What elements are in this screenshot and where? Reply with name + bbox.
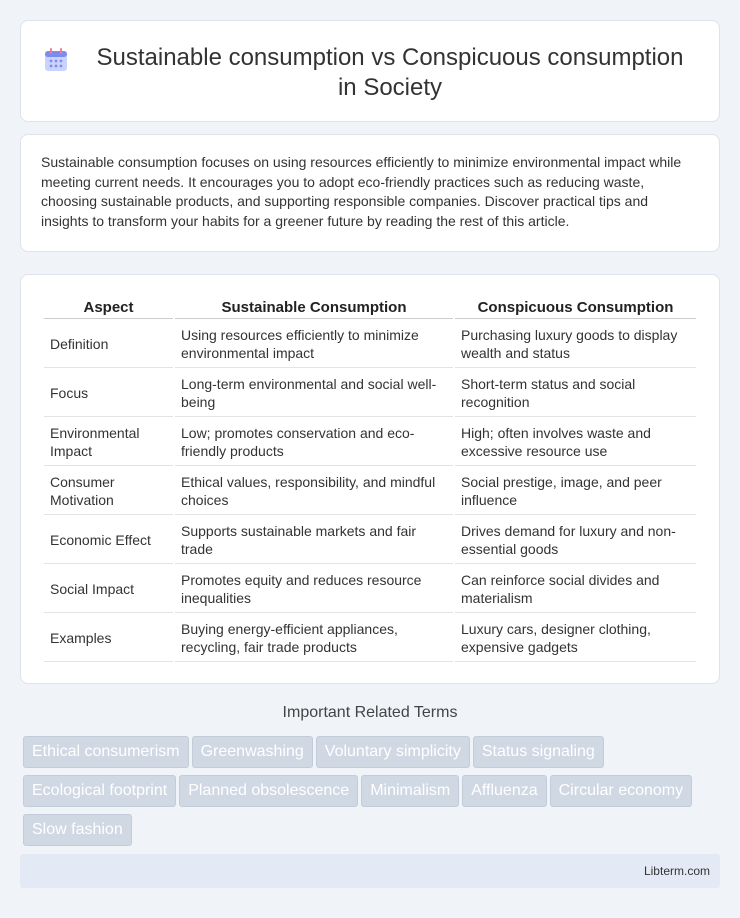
table-cell: Consumer Motivation — [44, 468, 173, 515]
table-row — [44, 566, 696, 613]
table-cell: Purchasing luxury goods to display wealth and status — [455, 321, 696, 368]
related-term-tag[interactable]: Status signaling — [473, 736, 604, 768]
table-cell: Drives demand for luxury and non-essential goods — [455, 517, 696, 564]
table-cell: Supports sustainable markets and fair trade — [175, 517, 453, 564]
intro-paragraph: Sustainable consumption focuses on using resources efficiently to minimize environmental impact while meeting current needs. It encourages you to adopt eco-friendly practices such as reducing waste, choosing sustainable products, and supporting responsible companies. Discover practical tips and insights to transform your habits for a greener future by reading the rest of this article. — [41, 154, 682, 229]
title-card — [20, 20, 720, 122]
table-row — [44, 517, 696, 564]
related-term-tag[interactable]: Voluntary simplicity — [316, 736, 470, 768]
table-cell: Buying energy-efficient appliances, recycling, fair trade products — [175, 615, 453, 662]
table-cell: Social prestige, image, and peer influence — [455, 468, 696, 515]
table-cell: Short-term status and social recognition — [455, 370, 696, 417]
related-term-tag[interactable]: Affluenza — [462, 775, 546, 807]
table-cell: Can reinforce social divides and materialism — [455, 566, 696, 613]
table-header-row — [44, 297, 696, 319]
table-cell: Focus — [44, 370, 173, 417]
related-term-tag[interactable]: Slow fashion — [23, 814, 132, 846]
table-cell: Promotes equity and reduces resource inequalities — [175, 566, 453, 613]
table-cell: High; often involves waste and excessive resource use — [455, 419, 696, 466]
related-terms-title: Important Related Terms — [282, 704, 458, 721]
related-term-tag[interactable]: Ecological footprint — [23, 775, 176, 807]
comparison-table-card — [20, 274, 720, 684]
table-cell: Economic Effect — [44, 517, 173, 564]
table-row — [44, 419, 696, 466]
table-cell: Examples — [44, 615, 173, 662]
related-term-tag[interactable]: Circular economy — [550, 775, 692, 807]
footer-site-link[interactable]: Libterm.com — [643, 864, 710, 878]
related-term-tag[interactable]: Planned obsolescence — [179, 775, 358, 807]
column-header: Aspect — [44, 297, 173, 319]
column-header: Conspicuous Consumption — [455, 297, 696, 319]
table-cell: Definition — [44, 321, 173, 368]
page-title: Sustainable consumption vs Conspicuous consumption in Society — [96, 44, 684, 101]
table-row — [44, 468, 696, 515]
table-row — [44, 321, 696, 368]
intro-card — [20, 134, 720, 252]
related-terms-list — [23, 736, 723, 853]
table-row — [44, 370, 696, 417]
table-cell: Luxury cars, designer clothing, expensive gadgets — [455, 615, 696, 662]
column-header: Sustainable Consumption — [175, 297, 453, 319]
table-cell: Low; promotes conservation and eco-friendly products — [175, 419, 453, 466]
table-cell: Environmental Impact — [44, 419, 173, 466]
table-cell: Ethical values, responsibility, and mindful choices — [175, 468, 453, 515]
related-term-tag[interactable]: Ethical consumerism — [23, 736, 189, 768]
table-cell: Long-term environmental and social well-being — [175, 370, 453, 417]
table-cell: Using resources efficiently to minimize environmental impact — [175, 321, 453, 368]
related-term-tag[interactable]: Greenwashing — [192, 736, 313, 768]
table-cell: Social Impact — [44, 566, 173, 613]
table-row — [44, 615, 696, 662]
related-term-tag[interactable]: Minimalism — [361, 775, 459, 807]
comparison-table — [42, 295, 698, 664]
footer — [20, 854, 720, 888]
